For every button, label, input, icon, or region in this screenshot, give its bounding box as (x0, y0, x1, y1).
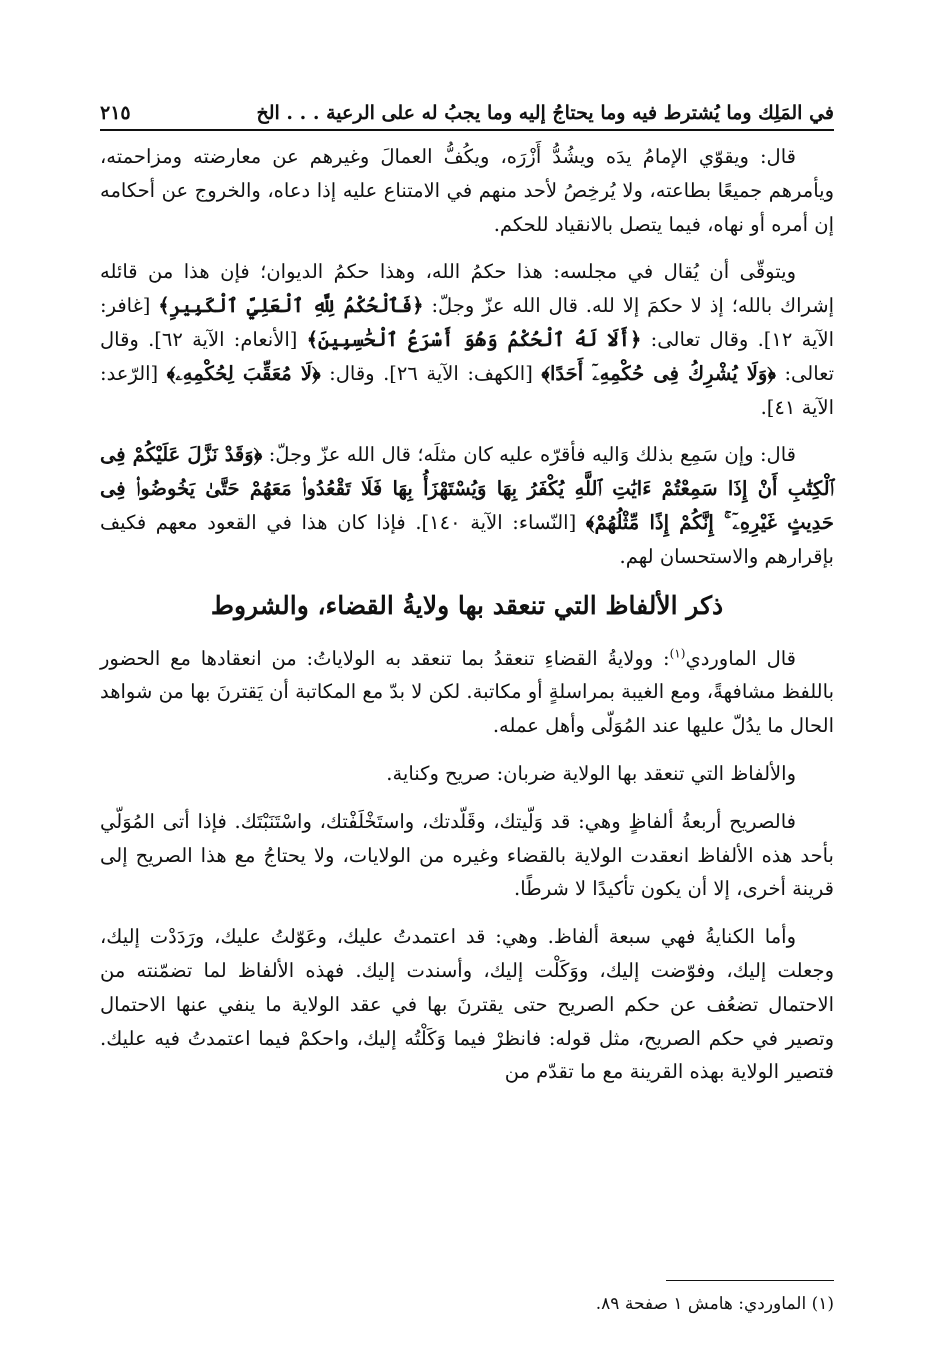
header-rule (100, 129, 834, 131)
text-run: : وولايةُ القضاءِ تنعقدُ بما تنعقد به الولاياتُ: من انعقادها مع الحضور باللفظ مشافهةً، ومع الغيبة بمراسلةٍ أو مكاتبة. لكن لا بدّ مع المكاتبة أن يَقترنَ بها من شواهد الحال ما يدُلّ عليها عند المُوَلّى وأهل عمله. (100, 646, 834, 738)
paragraph-3 (100, 438, 834, 573)
footnote-rule (666, 1280, 834, 1281)
text-run: [النّساء: الآية ١٤٠]. فإذا كان هذا في القعود معهم فكيف بإقرارهم والاستحسان لهم. (100, 510, 834, 568)
text-run: [غافر: الآية ١٢]. وقال تعالى: (100, 294, 834, 351)
header-title: في المَلِك وما يُشترط فيه وما يحتاجُ إليه وما يجبُ له على الرعية . . . الخ (256, 102, 834, 125)
quran-quote: ﴿لَا مُعَقِّبَ لِحُكْمِهِۦ﴾ (166, 361, 321, 385)
running-header (100, 86, 834, 126)
quran-quote: ﴿وَقَدْ نَزَّلَ عَلَيْكُمْ فِى ٱلْكِتَٰبِ أَنْ إِذَا سَمِعْتُمْ ءَايَٰتِ ٱللَّهِ يُكْفَرُ بِهَا وَيُسْتَهْزَأُ بِهَا فَلَا تَقْعُدُوا۟ مَعَهُمْ حَتَّىٰ يَخُوضُوا۟ فِى حَدِيثٍ غَيْرِهِۦٓ ۚ إِنَّكُمْ إِذًا مِّثْلُهُمْ﴾ (100, 443, 834, 534)
footnote-reference[interactable]: (١) (669, 646, 686, 661)
paragraph-7: وأما الكنايةُ فهي سبعة ألفاظ. وهي: قد اعتمدتُ عليك، وعَوّلتُ عليك، ورَدَدْت إليك، وجعلت إليك، وفوّضت إليك، ووَكَلْت إليك، وأسندت إليك. فهذه الألفاظ لما تضمّنته من الاحتمال تضعُف عن حكم الصريح حتى يقترنَ بها في عقد الولاية ما ينفي عنها الاحتمال وتصير في حكم الصريح، مثل قوله: فانظرْ فيما وَكَلْتُه إليك، واحكمْ فيما اعتمدتُ فيه عليك. فتصير الولاية بهذه القرينة مع ما تقدّم من (100, 925, 834, 1084)
text-run: ويتوقّى أن يُقال في مجلسه: هذا حكمُ الله، وهذا حكمُ الديوان؛ فإن هذا من قائله إشراك بالله؛ إذ لا حكمَ إلا لله. قال الله عزّ وجلّ: (100, 260, 835, 318)
text-run: قال: وإن سَمِع بذلك وَاليه فأقرّه عليه كان مثلَه؛ قال الله عزّ وجلّ: (262, 443, 796, 467)
text-run: [الرّعد: الآية ٤١]. (100, 361, 834, 419)
footnote: (١) الماوردي: هامش ١ صفحة ٨٩. (595, 1294, 834, 1314)
quran-quote: ﴿أَلَا لَهُ ٱلْحُكْمُ وَهُوَ أَسْرَعُ ٱلْحَٰسِبِينَ﴾ (306, 327, 642, 351)
paragraph-2 (100, 255, 834, 424)
main-text (100, 140, 834, 1103)
quran-quote: ﴿وَلَا يُشْرِكُ فِى حُكْمِهِۦٓ أَحَدًا﴾ (541, 361, 776, 385)
section-title: ذكر الألفاظ التي تنعقد بها ولايةُ القضاء، والشروط (210, 590, 724, 620)
quran-quote: ﴿فَٱلْحُكْمُ لِلَّهِ ٱلْعَلِيِّ ٱلْكَبِيرِ﴾ (158, 294, 424, 318)
page-number: ٢١٥ (100, 102, 131, 125)
text-run: قال الماوردي (685, 646, 796, 670)
paragraph-1: قال: ويقوّي الإمامُ يدَه ويشُدُّ أَزْرَه، ويكُفُّ العمالَ وغيرهم عن معارضته ومزاحمته، ويأمرهم جميعًا بطاعته، ولا يُرخِصُ لأحد منهم في الامتناع عليه إذا دعاه، والخروج عن أحكامه إن أمره أو نهاه، فيما يتصل بالانقياد للحكم. (100, 145, 834, 236)
text-run: [الكهف: الآية ٢٦]. وقال: (320, 361, 542, 385)
paragraph-6: فالصريح أربعةُ ألفاظٍ وهي: قد وَلّيتك، وقَلّدتك، واستَخْلَفْتك، واسْتَنَبْتَك. فإذا أتى المُوَلّي بأحد هذه الألفاظ انعقدت الولاية بالقضاء وغيره من الولايات، ولا يحتاجُ مع هذا الصريح إلى قرينة أخرى، إلا أن يكون تأكيدًا لا شرطًا. (100, 809, 834, 901)
paragraph-4 (100, 642, 834, 743)
paragraph-5: والألفاظ التي تنعقد بها الولاية ضربان: صريح وكناية. (386, 761, 796, 785)
text-run: [الأنعام: الآية ٦٢]. وقال تعالى: (100, 327, 835, 385)
